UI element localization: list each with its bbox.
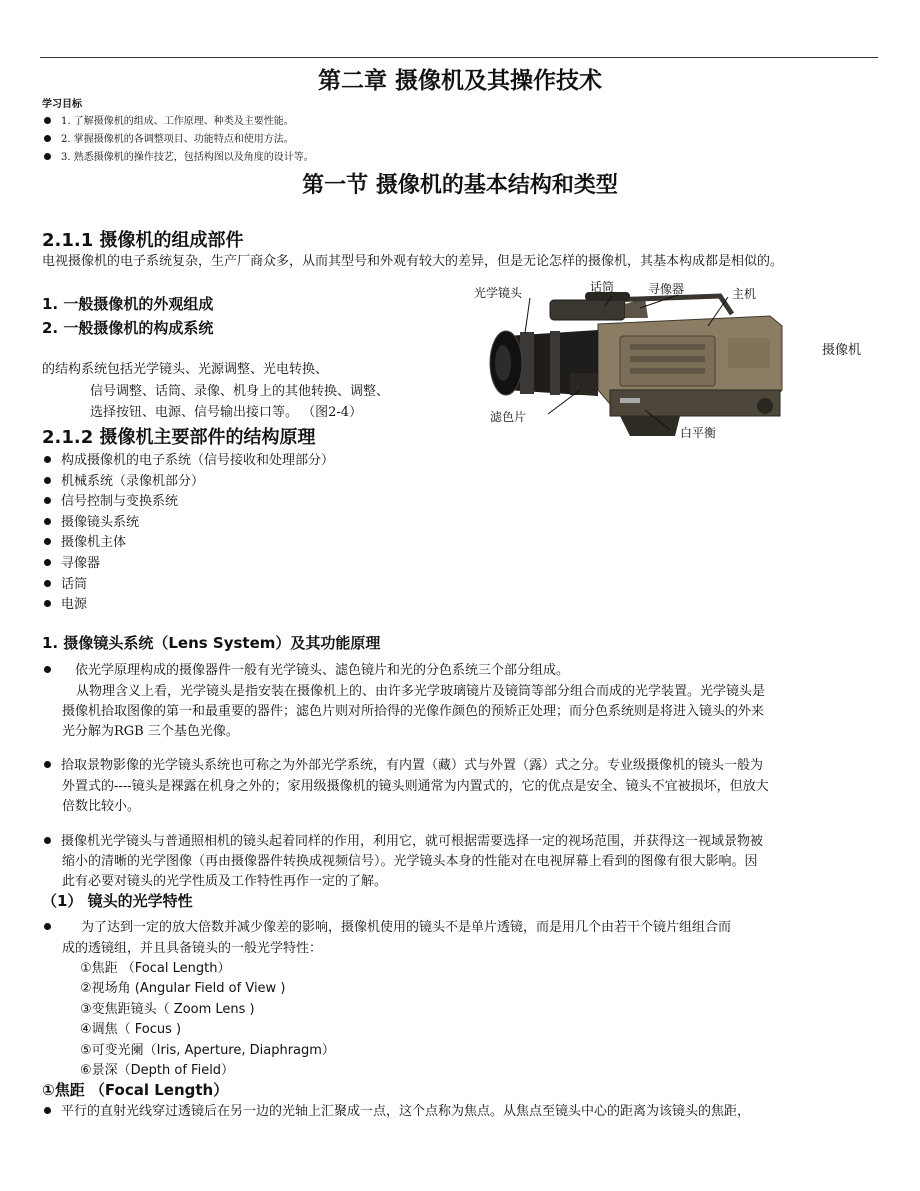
feature-item: ③变焦距镜头（ Zoom Lens ) — [80, 1002, 255, 1017]
bullet-icon — [44, 1107, 51, 1114]
feature-item: ④调焦（ Focus ) — [80, 1022, 182, 1037]
label-filter: 滤色片 — [490, 410, 527, 424]
focal-title: ①焦距 （Focal Length） — [42, 1081, 229, 1099]
bullet-icon — [44, 761, 51, 768]
bullet-icon — [44, 837, 51, 844]
item-systems: 2. 一般摄像机的构成系统 — [42, 319, 214, 337]
feature-item: ②视场角 (Angular Field of View ) — [80, 981, 286, 996]
feature-item: ⑤可变光阑（Iris, Aperture, Diaphragm） — [80, 1043, 335, 1058]
bullet-icon — [44, 559, 51, 566]
subsection-title-211: 2.1.1 摄像机的组成部件 — [42, 230, 244, 251]
feature-item: ⑥景深（Depth of Field） — [80, 1063, 235, 1078]
list-item: 摄像机主体 — [44, 531, 126, 550]
item-appearance: 1. 一般摄像机的外观组成 — [42, 295, 214, 313]
label-lens: 光学镜头 — [474, 286, 523, 300]
paragraph-line: 缩小的清晰的光学图像（再由摄像器件转换成视频信号）。光学镜头本身的性能对在电视屏幕上看到的图像有很大影响。因 — [62, 854, 758, 869]
bullet-icon — [44, 117, 51, 124]
section-title: 第一节 摄像机的基本结构和类型 — [302, 173, 618, 198]
bullet-icon — [44, 477, 51, 484]
paragraph-line: 拾取景物影像的光学镜头系统也可称之为外部光学系统，有内置（藏）式与外置（露）式之分。专业级摄像机的镜头一般为 — [44, 754, 763, 773]
optical-title: （1） 镜头的光学特性 — [42, 892, 193, 910]
label-white-balance: 白平衡 — [680, 426, 717, 440]
objectives-heading: 学习目标 — [42, 99, 82, 110]
bullet-icon — [44, 497, 51, 504]
label-body: 主机 — [732, 287, 757, 301]
paragraph-line: 从物理含义上看，光学镜头是指安装在摄像机上的、由许多光学玻璃镜片及镜筒等部分组合而成的光学装置。光学镜头是 — [76, 684, 766, 699]
paragraph-line: 依光学原理构成的摄像器件一般有光学镜头、滤色镜片和光的分色系统三个部分组成。 — [44, 659, 569, 678]
bullet-icon — [44, 135, 51, 142]
objective-item: 2. 掌握摄像机的各调整项目、功能特点和使用方法。 — [44, 130, 294, 145]
paragraph-line: 外置式的----镜头是裸露在机身之外的；家用级摄像机的镜头则通常为内置式的，它的优点是安全、镜头不宜被损坏，但放大 — [62, 779, 769, 794]
list-item: 构成摄像机的电子系统（信号接收和处理部分） — [44, 449, 334, 468]
bullet-icon — [44, 456, 51, 463]
bullet-icon — [44, 923, 51, 930]
objective-item: 3. 熟悉摄像机的操作技艺，包括构图以及角度的设计等。 — [44, 148, 314, 163]
paragraph-line: 为了达到一定的放大倍数并减少像差的影响，摄像机使用的镜头不是单片透镜，而是用几个由若干个镜片组组合而 — [44, 916, 731, 935]
paragraph-line: 平行的直射光线穿过透镜后在另一边的光轴上汇聚成一点，这个点称为焦点。从焦点至镜头中心的距离为该镜头的焦距， — [44, 1100, 750, 1119]
bullet-icon — [44, 153, 51, 160]
structure-line: 的结构系统包括光学镜头、光源调整、光电转换、 — [42, 362, 329, 377]
bullet-icon — [44, 538, 51, 545]
paragraph-line: 光分解为RGB 三个基色光像。 — [62, 724, 239, 739]
paragraph-line: 摄像机光学镜头与普通照相机的镜头起着同样的作用，利用它，就可根据需要选择一定的视场范围，并获得这一视域景物被 — [44, 830, 763, 849]
list-item: 寻像器 — [44, 552, 100, 571]
bullet-icon — [44, 518, 51, 525]
bullet-icon — [44, 666, 51, 673]
bullet-icon — [44, 580, 51, 587]
structure-line: 选择按钮、电源、信号输出接口等。 （图2-4） — [90, 405, 363, 420]
paragraph-line: 此有必要对镜头的光学性质及工作特性再作一定的了解。 — [62, 874, 388, 889]
bullet-icon — [44, 600, 51, 607]
header-rule — [40, 57, 878, 58]
paragraph-line: 摄像机拾取图像的第一和最重要的器件；滤色片则对所拾得的光像作颜色的预矫正处理；而分色系统则是将进入镜头的外来 — [62, 704, 765, 719]
objective-item: 1. 了解摄像机的组成、工作原理、种类及主要性能。 — [44, 112, 294, 127]
camera-figure — [470, 278, 800, 446]
feature-item: ①焦距 （Focal Length） — [80, 961, 231, 976]
list-item: 话筒 — [44, 573, 87, 592]
paragraph-line: 倍数比较小。 — [62, 799, 141, 814]
intro-paragraph: 电视摄像机的电子系统复杂，生产厂商众多，从而其型号和外观有较大的差异，但是无论怎样的摄像机，其基本构成都是相似的。 — [42, 254, 784, 269]
chapter-title: 第二章 摄像机及其操作技术 — [317, 68, 602, 94]
list-item: 信号控制与变换系统 — [44, 490, 178, 509]
lens-system-title: 1. 摄像镜头系统（Lens System）及其功能原理 — [42, 634, 381, 652]
list-item: 机械系统（录像机部分） — [44, 470, 204, 489]
figure-caption: 摄像机 — [822, 343, 862, 358]
structure-line: 信号调整、话筒、录像、机身上的其他转换、调整、 — [90, 384, 390, 399]
list-item: 摄像镜头系统 — [44, 511, 139, 530]
subsection-title-212: 2.1.2 摄像机主要部件的结构原理 — [42, 427, 316, 448]
paragraph-line: 成的透镜组，并且具备镜头的一般光学特性： — [62, 941, 323, 956]
list-item: 电源 — [44, 593, 87, 612]
label-mic: 话筒 — [590, 280, 615, 294]
label-viewfinder: 寻像器 — [648, 282, 685, 296]
